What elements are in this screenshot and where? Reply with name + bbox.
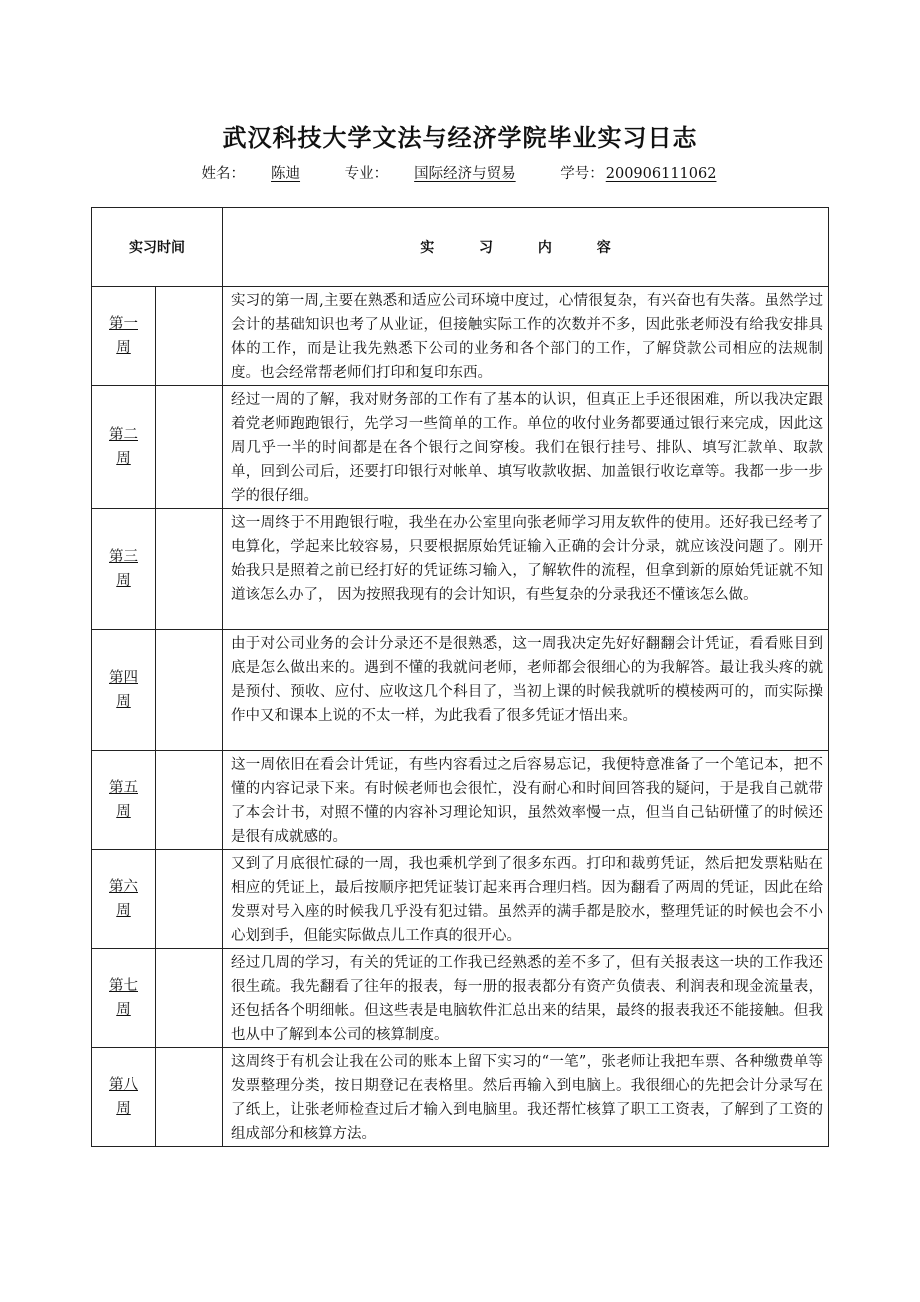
- week-content: 经过一周的了解，我对财务部的工作有了基本的认识，但真正上手还很困难，所以我决定跟着党老师跑跑银行，先学习一些简单的工作。单位的收付业务都要通过银行来完成，因此这周几乎一半的时间都是在各个银行之间穿梭。我们在银行挂号、排队、填写汇款单、取款单，回到公司后，还要打印银行对帐单、填写收款收据、加盖银行收讫章等。我都一步一步学的很仔细。: [223, 386, 829, 509]
- table-row: [92, 1048, 829, 1147]
- table-row: [92, 630, 829, 751]
- table-row: [92, 287, 829, 386]
- table-row: [92, 509, 829, 630]
- blank-cell: [156, 949, 223, 1048]
- blank-cell: [156, 850, 223, 949]
- week-cell: 第三 周: [92, 509, 156, 630]
- student-id-value: 200906111062: [605, 166, 717, 182]
- week-content: 这一周终于不用跑银行啦，我坐在办公室里向张老师学习用友软件的使用。还好我已经考了电算化，学起来比较容易，只要根据原始凭证输入正确的会计分录，就应该没问题了。刚开始我只是照着之前已经打好的凭证练习输入，了解软件的流程，但拿到新的原始凭证就不知道该怎么办了， 因为按照我现有的会计知识，有些复杂的分录我还不懂该怎么做。: [223, 509, 829, 630]
- name-value: 陈迪: [271, 166, 301, 182]
- blank-cell: [156, 1048, 223, 1147]
- table-row: [92, 386, 829, 509]
- week-cell: 第七 周: [92, 949, 156, 1048]
- week-cell: 第二 周: [92, 386, 156, 509]
- student-id-label: 学号：: [560, 166, 604, 182]
- major-label: 专业：: [344, 166, 389, 182]
- major-value: 国际经济与贸易: [414, 166, 516, 182]
- week-content: 经过几周的学习，有关的凭证的工作我已经熟悉的差不多了，但有关报表这一块的工作我还很生疏。我先翻看了往年的报表，每一册的报表都分有资产负债表、利润表和现金流量表，还包括各个明细帐。但这些表是电脑软件汇总出来的结果，最终的报表我还不能接触。但我也从中了解到本公司的核算制度。: [223, 949, 829, 1048]
- week-cell: 第五 周: [92, 751, 156, 850]
- page-title: 武汉科技大学文法与经济学院毕业实习日志: [222, 124, 698, 152]
- week-content: 又到了月底很忙碌的一周，我也乘机学到了很多东西。打印和裁剪凭证，然后把发票粘贴在相应的凭证上，最后按顺序把凭证装订起来再合理归档。因为翻看了两周的凭证，因此在给发票对号入座的时候我几乎没有犯过错。虽然弄的满手都是胶水，整理凭证的时候也会不小心划到手，但能实际做点儿工作真的很开心。: [223, 850, 829, 949]
- table-row: [92, 751, 829, 850]
- week-cell: 第一 周: [92, 287, 156, 386]
- name-label: 姓名：: [201, 166, 246, 182]
- blank-cell: [156, 509, 223, 630]
- week-content: 这周终于有机会让我在公司的账本上留下实习的“一笔”，张老师让我把车票、各种缴费单等发票整理分类，按日期登记在表格里。然后再输入到电脑上。我很细心的先把会计分录写在了纸上，让张老师检查过后才输入到电脑里。我还帮忙核算了职工工资表，了解到了工资的组成部分和核算方法。: [223, 1048, 829, 1147]
- blank-cell: [156, 751, 223, 850]
- week-content: 由于对公司业务的会计分录还不是很熟悉，这一周我决定先好好翻翻会计凭证，看看账目到底是怎么做出来的。遇到不懂的我就问老师，老师都会很细心的为我解答。最让我头疼的就是预付、预收、应付、应收这几个科目了，当初上课的时候我就听的模棱两可的，而实际操作中又和课本上说的不太一样，为此我看了很多凭证才悟出来。: [223, 630, 829, 751]
- week-content: 这一周依旧在看会计凭证，有些内容看过之后容易忘记，我便特意准备了一个笔记本，把不懂的内容记录下来。有时候老师也会很忙，没有耐心和时间回答我的疑问，于是我自己就带了本会计书，对照不懂的内容补习理论知识，虽然效率慢一点，但当自己钻研懂了的时候还是很有成就感的。: [223, 751, 829, 850]
- header-internship-content: 实 习 内 容: [223, 208, 829, 287]
- blank-cell: [156, 287, 223, 386]
- student-info: [0, 162, 920, 183]
- blank-cell: [156, 630, 223, 751]
- week-cell: 第六 周: [92, 850, 156, 949]
- table-row: [92, 850, 829, 949]
- week-cell: 第八 周: [92, 1048, 156, 1147]
- header-row: [92, 208, 829, 287]
- week-cell: 第四 周: [92, 630, 156, 751]
- week-content: 实习的第一周,主要在熟悉和适应公司环境中度过，心情很复杂，有兴奋也有失落。虽然学过会计的基础知识也考了从业证，但接触实际工作的次数并不多，因此张老师没有给我安排具体的工作，而是让我先熟悉下公司的业务和各个部门的工作，了解贷款公司相应的法规制度。也会经常帮老师们打印和复印东西。: [223, 287, 829, 386]
- table-row: [92, 949, 829, 1048]
- internship-log-table: [91, 207, 829, 1147]
- blank-cell: [156, 386, 223, 509]
- header-internship-time: 实习时间: [92, 208, 223, 287]
